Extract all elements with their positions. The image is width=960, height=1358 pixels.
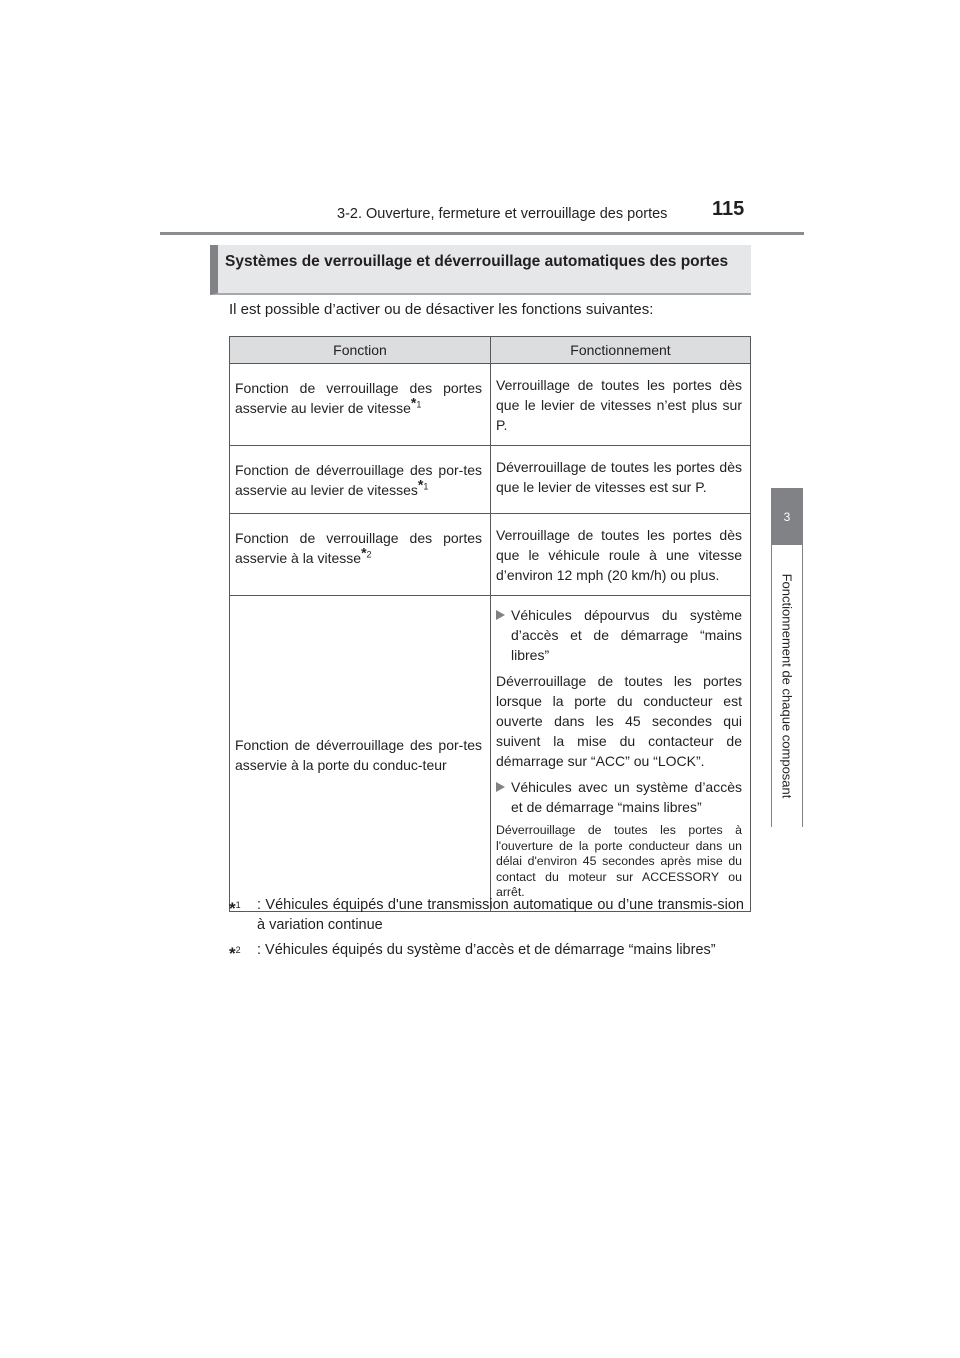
table-header-operation: Fonctionnement xyxy=(491,337,751,364)
function-name: Fonction de déverrouillage des por-tes asservie au levier de vitesses xyxy=(235,462,482,498)
bullet-text: Véhicules avec un système d’accès et de démarrage “mains libres” xyxy=(511,779,742,815)
footnote-star: * xyxy=(410,394,417,411)
function-cell xyxy=(230,514,491,596)
footnote-marker: *$^1$ xyxy=(229,898,241,918)
section-heading: Systèmes de verrouillage et déverrouillage automatiques des portes xyxy=(210,245,751,295)
bullet-item xyxy=(496,605,742,665)
triangle-bullet-icon xyxy=(496,782,505,792)
function-cell xyxy=(230,446,491,514)
footnote-text: : Véhicules équipés du système d’accès et de démarrage “mains libres” xyxy=(257,942,716,958)
function-name: Fonction de verrouillage des portes asservie à la vitesse xyxy=(235,530,482,566)
operation-cell: Verrouillage de toutes les portes dès que le levier de vitesses n’est plus sur P. xyxy=(491,364,751,446)
operation-text: Déverrouillage de toutes les portes lorsque la porte du conducteur est ouverte dans les 45 secondes qui suivent la mise du contacteur de démarrage sur “ACC” ou “LOCK”. xyxy=(496,673,742,769)
header-rule xyxy=(160,232,804,235)
footnote-1 xyxy=(229,895,744,935)
operation-cell xyxy=(491,596,751,912)
table-header-row xyxy=(230,337,751,364)
operation-text: Déverrouillage de toutes les portes à l'ouverture de la porte conducteur dans un délai d'environ 45 secondes après mise du contact du moteur sur ACCESSORY ou arrêt. xyxy=(496,823,742,899)
footnote-star: * xyxy=(361,544,367,561)
footnote-ref: 1 xyxy=(416,399,422,410)
footnote-marker: *$^2$ xyxy=(229,943,241,963)
intro-text: Il est possible d’activer ou de désactiver les fonctions suivantes: xyxy=(229,301,654,318)
table-row xyxy=(230,446,751,514)
page-number: 115 xyxy=(712,198,745,220)
operation-cell: Déverrouillage de toutes les portes dès que le levier de vitesses est sur P. xyxy=(491,446,751,514)
function-cell xyxy=(230,364,491,446)
bullet-text: Véhicules dépourvus du système d’accès et de démarrage “mains libres” xyxy=(511,607,742,663)
footnote-ref: 2 xyxy=(366,549,372,560)
footnote-text: : Véhicules équipés d'une transmission automatique ou d’une transmis-sion à variation continue xyxy=(257,897,744,933)
chapter-tab xyxy=(771,488,803,545)
functions-table xyxy=(229,336,751,912)
table-row xyxy=(230,514,751,596)
chapter-number: 3 xyxy=(783,509,791,524)
footnote-2 xyxy=(229,940,744,963)
bullet-item xyxy=(496,777,742,817)
table-header-function: Fonction xyxy=(230,337,491,364)
operation-cell: Verrouillage de toutes les portes dès que le véhicule roule à une vitesse d’environ 12 mph (20 km/h) ou plus. xyxy=(491,514,751,596)
chapter-title: Fonctionnement de chaque composant xyxy=(779,573,795,799)
table-row xyxy=(230,596,751,912)
table-row xyxy=(230,364,751,446)
function-name: Fonction de déverrouillage des por-tes asservie à la porte du conduc-teur xyxy=(235,737,482,774)
footnote-star: * xyxy=(417,476,424,493)
running-header-title: 3-2. Ouverture, fermeture et verrouillage des portes xyxy=(337,206,668,222)
triangle-bullet-icon xyxy=(496,610,505,620)
function-name: Fonction de verrouillage des portes asservie au levier de vitesse xyxy=(235,380,482,416)
footnote-ref: 1 xyxy=(423,481,429,492)
function-cell xyxy=(230,596,491,912)
